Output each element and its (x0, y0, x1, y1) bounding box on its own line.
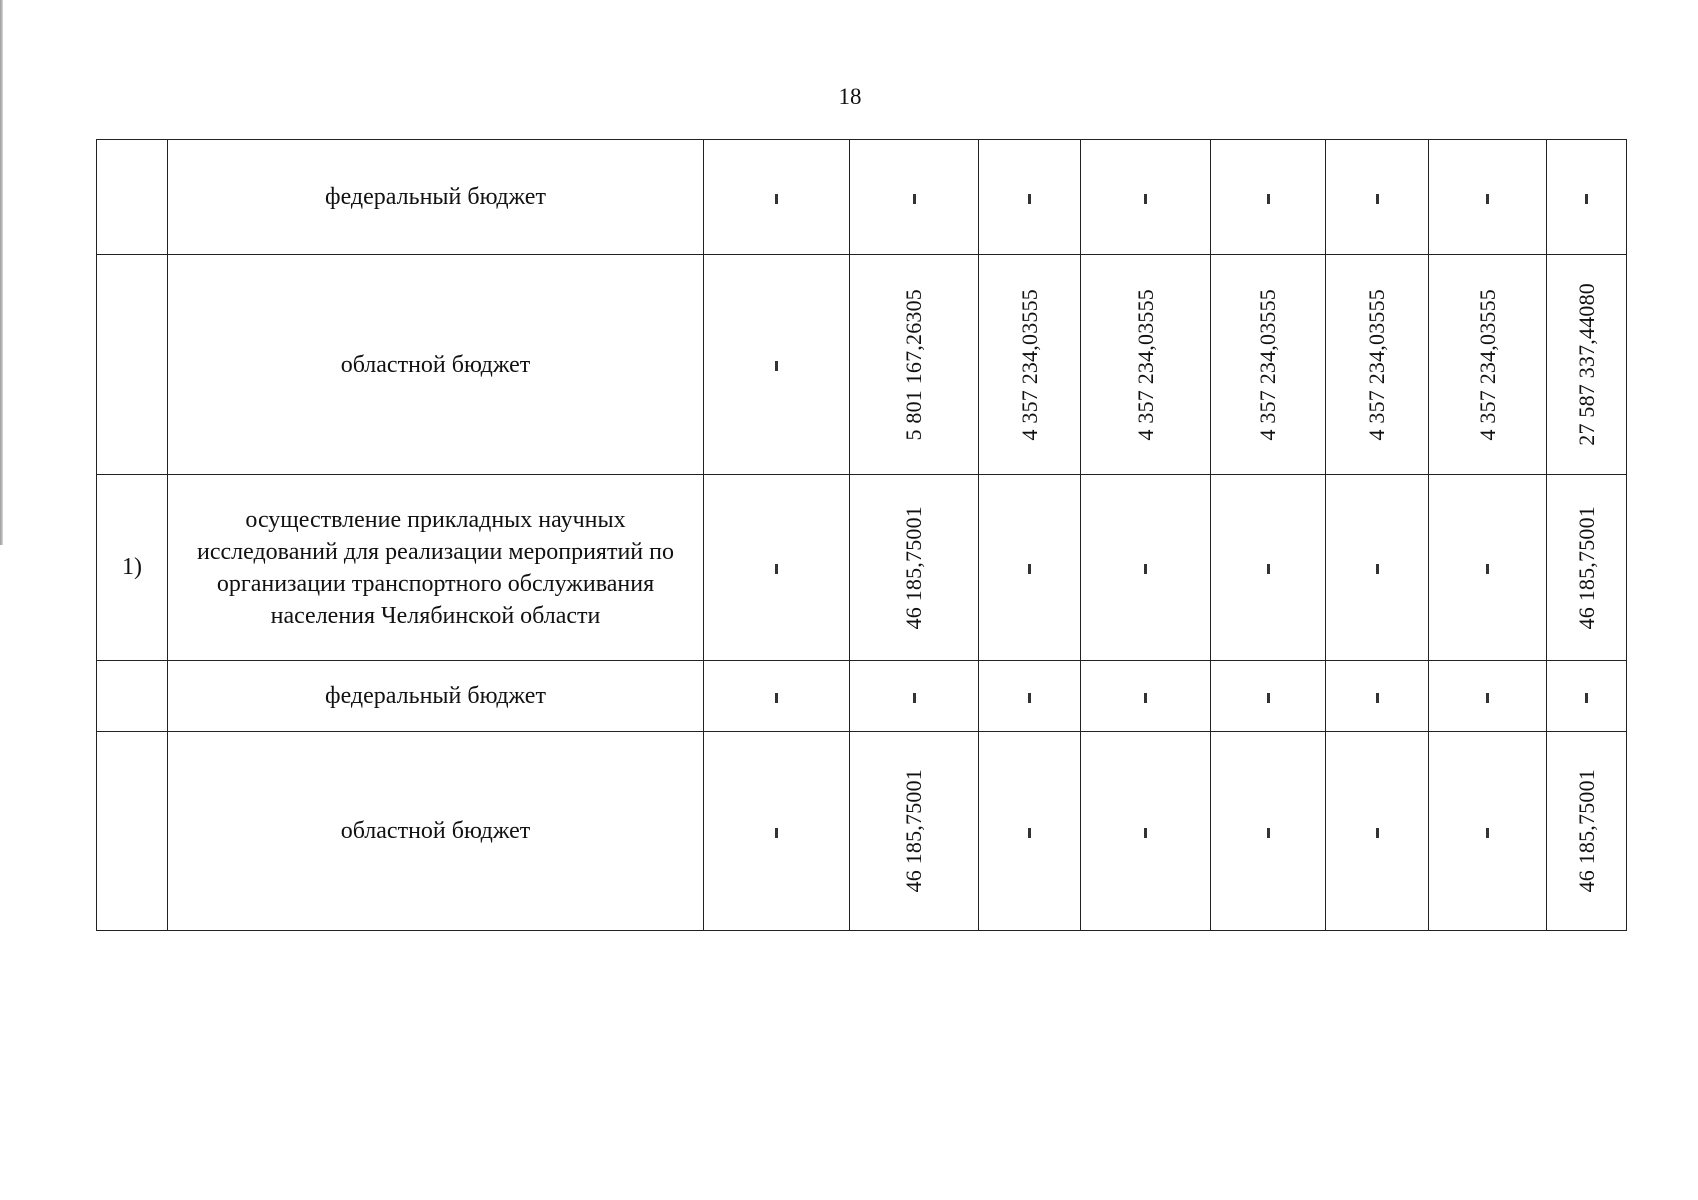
scan-edge-shadow (0, 0, 3, 545)
vertical-value: 4 357 234,03555 (1016, 288, 1042, 441)
row-name-cell: федеральный бюджет (168, 140, 704, 255)
value-cell (1429, 732, 1547, 931)
value-cell (1081, 255, 1211, 475)
row-name-cell: осуществление прикладных научных исследований для реализации мероприятий по организации транспортного обслуживания населения Челябинской области (168, 475, 704, 661)
value-cell (1326, 475, 1429, 661)
dash-mark (775, 361, 778, 371)
vertical-value: 46 185,75001 (1573, 505, 1599, 630)
value-cell (1326, 732, 1429, 931)
dash-mark (775, 693, 778, 703)
value-cell (1429, 475, 1547, 661)
dash-mark (1028, 194, 1031, 204)
dash-mark (775, 564, 778, 574)
dash-mark (1144, 828, 1147, 838)
dash-mark (1267, 564, 1270, 574)
dash-mark (1376, 828, 1379, 838)
value-cell (704, 140, 850, 255)
dash-mark (1486, 194, 1489, 204)
table-row (97, 661, 1627, 732)
row-number-cell (97, 732, 168, 931)
value-cell (1547, 661, 1627, 732)
value-cell (1429, 661, 1547, 732)
value-cell (1081, 732, 1211, 931)
value-cell (850, 475, 979, 661)
dash-mark (1267, 828, 1270, 838)
value-cell (979, 661, 1081, 732)
value-cell (1326, 140, 1429, 255)
dash-mark (1585, 194, 1588, 204)
value-cell (979, 255, 1081, 475)
dash-mark (1486, 828, 1489, 838)
dash-mark (1028, 828, 1031, 838)
table-row (97, 732, 1627, 931)
dash-mark (913, 194, 916, 204)
value-cell (1081, 661, 1211, 732)
dash-mark (775, 828, 778, 838)
value-cell (850, 661, 979, 732)
vertical-value: 4 357 234,03555 (1474, 288, 1500, 441)
vertical-value: 4 357 234,03555 (1132, 288, 1158, 441)
value-cell (704, 732, 850, 931)
value-cell (704, 255, 850, 475)
table-row (97, 140, 1627, 255)
value-cell (850, 140, 979, 255)
value-cell (1326, 661, 1429, 732)
value-cell (1211, 255, 1326, 475)
dash-mark (1144, 693, 1147, 703)
row-name-cell: областной бюджет (168, 255, 704, 475)
dash-mark (1144, 194, 1147, 204)
vertical-value: 4 357 234,03555 (1364, 288, 1389, 441)
dash-mark (1267, 194, 1270, 204)
value-cell (1547, 255, 1627, 475)
dash-mark (1486, 564, 1489, 574)
dash-mark (1144, 564, 1147, 574)
dash-mark (913, 693, 916, 703)
row-number-cell (97, 140, 168, 255)
value-cell (1547, 732, 1627, 931)
value-cell (1211, 661, 1326, 732)
dash-mark (1486, 693, 1489, 703)
vertical-value: 27 587 337,44080 (1573, 283, 1599, 446)
value-cell (1081, 140, 1211, 255)
row-number-cell (97, 255, 168, 475)
dash-mark (1376, 194, 1379, 204)
vertical-value: 46 185,75001 (901, 769, 926, 893)
value-cell (1081, 475, 1211, 661)
budget-table (96, 139, 1627, 931)
page-number: 18 (838, 84, 862, 109)
dash-mark (1028, 693, 1031, 703)
value-cell (979, 475, 1081, 661)
dash-mark (1376, 564, 1379, 574)
vertical-value: 4 357 234,03555 (1255, 288, 1280, 441)
value-cell (1211, 140, 1326, 255)
value-cell (979, 140, 1081, 255)
value-cell (1547, 475, 1627, 661)
dash-mark (1028, 564, 1031, 574)
row-name-cell: федеральный бюджет (168, 661, 704, 732)
dash-mark (775, 194, 778, 204)
dash-mark (1267, 693, 1270, 703)
value-cell (979, 732, 1081, 931)
value-cell (1429, 140, 1547, 255)
table-row (97, 475, 1627, 661)
vertical-value: 5 801 167,26305 (901, 288, 926, 441)
value-cell (1429, 255, 1547, 475)
vertical-value: 46 185,75001 (1573, 769, 1599, 893)
value-cell (1211, 475, 1326, 661)
value-cell (1326, 255, 1429, 475)
vertical-value: 46 185,75001 (901, 505, 926, 630)
value-cell (704, 661, 850, 732)
value-cell (850, 732, 979, 931)
row-number-cell (97, 661, 168, 732)
table-row (97, 255, 1627, 475)
value-cell (1547, 140, 1627, 255)
dash-mark (1376, 693, 1379, 703)
value-cell (850, 255, 979, 475)
value-cell (704, 475, 850, 661)
dash-mark (1585, 693, 1588, 703)
value-cell (1211, 732, 1326, 931)
row-number-cell: 1) (97, 475, 168, 661)
row-name-cell: областной бюджет (168, 732, 704, 931)
